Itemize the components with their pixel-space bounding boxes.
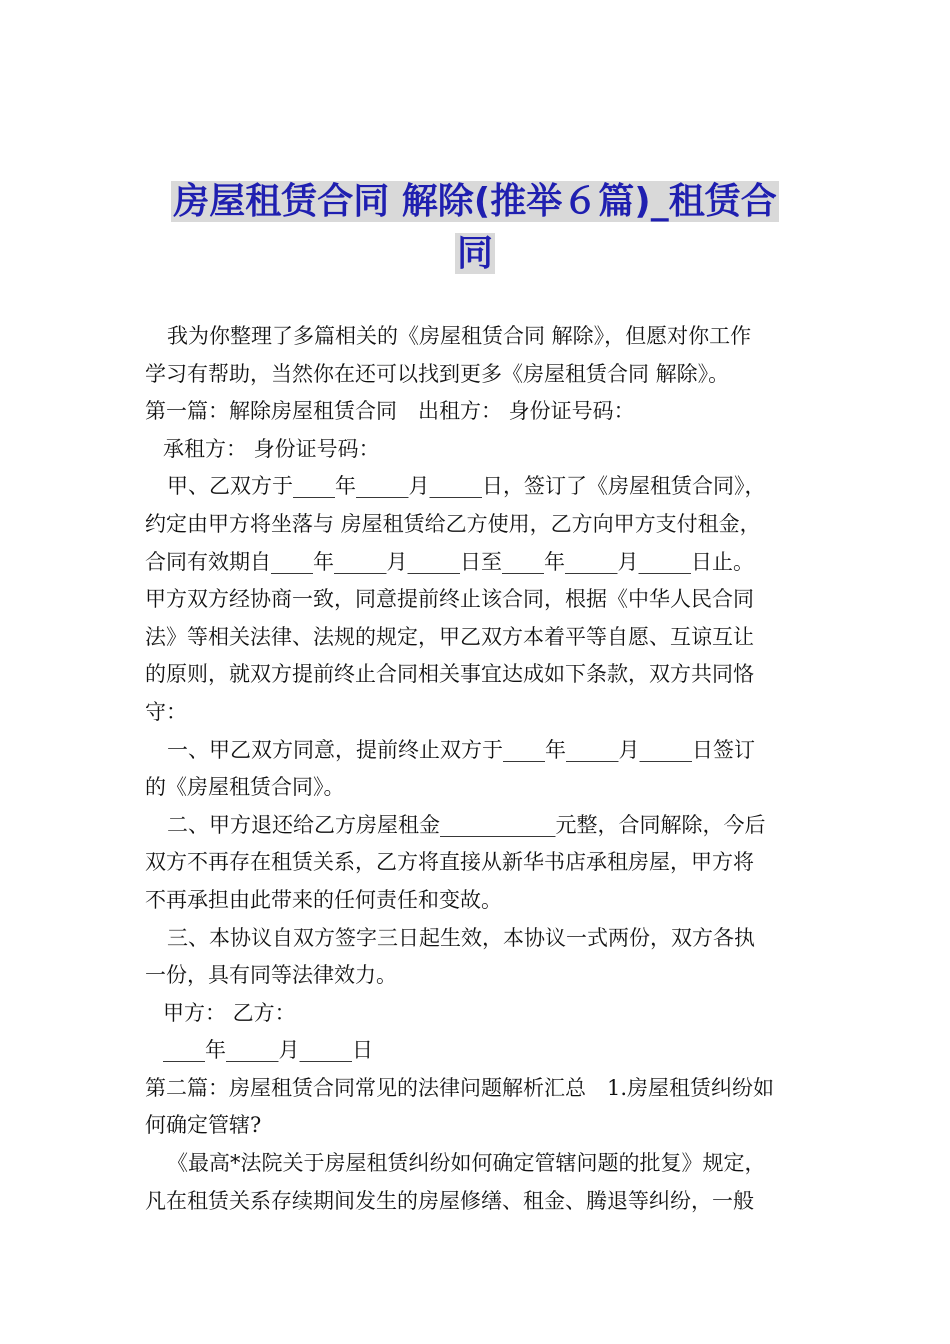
paragraph-line: 《最高*法院关于房屋租赁纠纷如何确定管辖问题的批复》规定， [167,1151,766,1176]
paragraph-line: 一、甲乙双方同意，提前终止双方于____年_____月_____日签订 [167,737,755,762]
paragraph-line: 承租方： 身份证号码： [163,436,380,461]
paragraph-line: 的《房屋租赁合同》。 [145,775,345,800]
paragraph-line: 我为你整理了多篇相关的《房屋租赁合同 解除》，但愿对你工作 [167,324,752,348]
date-line: ____年_____月_____日 [163,1038,373,1063]
paragraph-line: 何确定管辖? [145,1113,262,1138]
paragraph-line: 学习有帮助，当然你在还可以找到更多《房屋租赁合同 解除》。 [145,361,730,386]
paragraph-line: 法》等相关法律、法规的规定，甲乙双方本着平等自愿、互谅互让 [145,624,754,649]
section-heading-1: 第一篇：解除房屋租赁合同 出租方： 身份证号码： [145,399,635,424]
paragraph-line: 二、甲方退还给乙方房屋租金___________元整，合同解除，今后 [167,812,766,837]
section-heading-2: 第二篇：房屋租赁合同常见的法律问题解析汇总 1.房屋租赁纠纷如 [145,1075,775,1100]
paragraph-line: 凡在租赁关系存续期间发生的房屋修缮、租金、腾退等纠纷，一般 [145,1188,754,1213]
document-body [145,318,810,1220]
title-line-1: 房屋租赁合同 解除(推举６篇)_租赁合 [173,181,777,222]
paragraph-line: 甲、乙双方于____年_____月_____日，签订了《房屋租赁合同》， [167,474,766,499]
paragraph-line: 约定由甲方将坐落与 房屋租赁给乙方使用，乙方向甲方支付租金， [145,511,761,536]
paragraph-line: 双方不再存在租赁关系，乙方将直接从新华书店承租房屋，甲方将 [145,850,754,875]
paragraph-line: 合同有效期自____年_____月_____日至____年_____月_____日止。 [145,549,754,574]
title-line-2: 同 [456,233,493,274]
paragraph-line: 不再承担由此带来的任何责任和变故。 [145,887,502,912]
paragraph-line: 的原则，就双方提前终止合同相关事宜达成如下条款，双方共同恪 [145,662,754,687]
signature-line: 甲方： 乙方： [163,1000,296,1025]
paragraph-line: 甲方双方经协商一致，同意提前终止该合同，根据《中华人民合同 [145,587,754,612]
paragraph-line: 三、本协议自双方签字三日起生效，本协议一式两份，双方各执 [167,925,755,950]
document-title [140,176,810,280]
paragraph-line: 一份，具有同等法律效力。 [145,963,397,988]
paragraph-line: 守： [145,699,187,724]
